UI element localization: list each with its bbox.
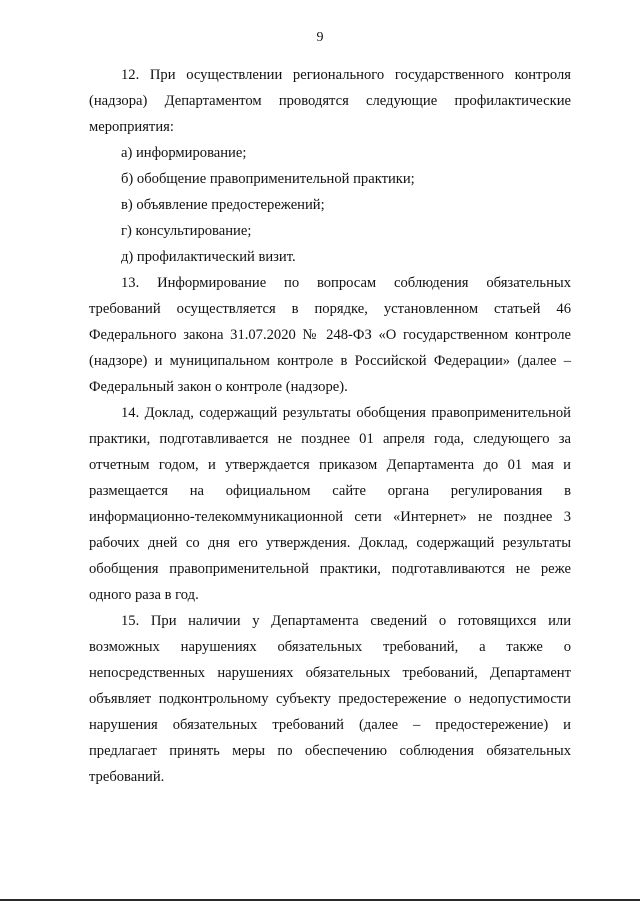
page-number: 9	[316, 30, 324, 45]
paragraph-14: 14. Доклад, содержащий результаты обобщения правоприменительной практики, подготавливается не позднее 01 апреля года, следующего за отчетным годом, и утверждается приказом Департамента до 01 мая и размещается на официальном сайте органа регулирования в информационно-телекоммуникационной сети «Интернет» не позднее 3 рабочих дней со дня его утверждения. Доклад, содержащий результаты обобщения правоприменительной практики, подготавливаются не реже одного раза в год.	[89, 405, 571, 603]
paragraph-15: 15. При наличии у Департамента сведений о готовящихся или возможных нарушениях обязательных требований, а также о непосредственных нарушениях обязательных требований, Департамент объявляет подконтрольному субъекту предостережение о недопустимости нарушения обязательных требований (далее – предостережение) и предлагает принять меры по обеспечению соблюдения обязательных требований.	[89, 613, 571, 785]
list-item: б) обобщение правоприменительной практики;	[121, 171, 415, 187]
list-item: в) объявление предостережений;	[121, 197, 325, 213]
paragraph-13: 13. Информирование по вопросам соблюдения обязательных требований осуществляется в порядке, установленном статьей 46 Федерального закона 31.07.2020 № 248-ФЗ «О государственном контроле (надзоре) и муниципальном контроле в Российской Федерации» (далее – Федеральный закон о контроле (надзоре).	[89, 275, 571, 395]
list-item: а) информирование;	[121, 145, 247, 161]
list-item: д) профилактический визит.	[121, 249, 296, 265]
document-body	[89, 62, 571, 790]
list-item: г) консультирование;	[121, 223, 252, 239]
scan-edge-line	[0, 899, 640, 901]
paragraph-12: 12. При осуществлении регионального государственного контроля (надзора) Департаментом проводятся следующие профилактические мероприятия:	[89, 67, 571, 135]
